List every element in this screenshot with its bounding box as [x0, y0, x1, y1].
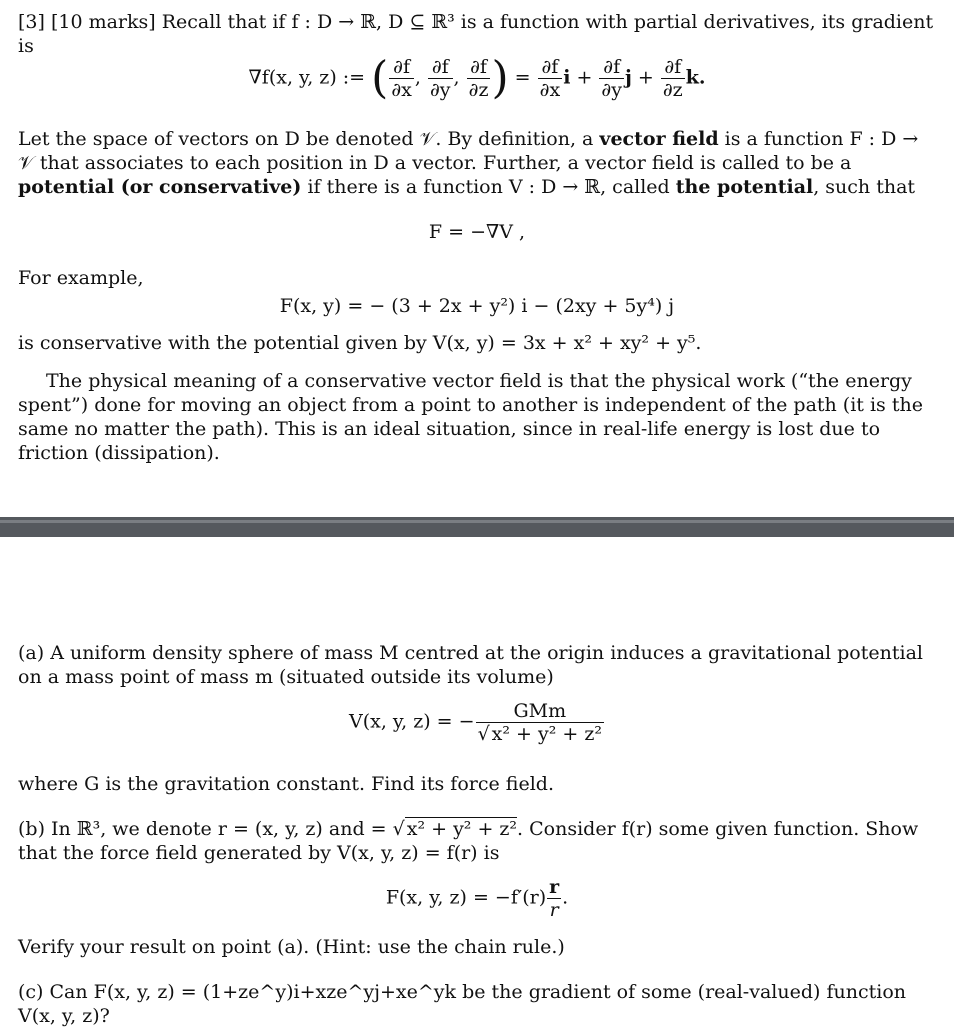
part-a-numerator: GMm — [476, 700, 604, 723]
potential-term: potential (or conservative) — [18, 176, 302, 198]
partial-z: $\frac{\partial f}{\partial z}$ — [468, 56, 489, 101]
part-a-equation: V(x, y, z) = − $\frac{\text{GMm}}{\text{√ x² + y² + z²}}$ — [349, 700, 602, 745]
problem-intro — [18, 10, 938, 58]
definition-paragraph: Let the space of vectors on D be denoted 𝒱. By definition, a vector field is a function F : D → 𝒱 that associates to each position in D a vector. Further, a vector field is called to be a potential (or conservative) if there is a function V : D → ℝ, called the potential, such that — [18, 128, 919, 198]
part-b-after: Verify your result on point (a). (Hint: use the chain rule.) — [18, 936, 565, 958]
gradient-tail: k. — [685, 66, 706, 89]
the-potential-term: the potential — [675, 176, 814, 198]
part-a-text: (a) A uniform density sphere of mass M centred at the origin induces a gravitational potential on a mass point of mass m (situated outside its volume) — [18, 642, 923, 688]
part-a-denominator: √ x² + y² + z² — [477, 723, 602, 745]
physical-meaning-paragraph: The physical meaning of a conservative vector field is that the physical work (“the energy spent”) done for moving an object from a point to another is independent of the path (it is the same no matter the path). This is an ideal situation, since in real-life energy is lost due to friction (dissipation). — [18, 370, 923, 464]
definition-equation: F = −∇V , — [428, 221, 526, 243]
part-a-after: where G is the gravitation constant. Find its force field. — [18, 773, 554, 795]
part-b-text: (b) In ℝ³, we denote r = (x, y, z) and = √ x² + y² + z². Consider f(r) some given function. Show that the force field generated by V(x, y, z) = f(r) is — [18, 818, 919, 864]
partial-y: $\frac{\partial f}{\partial y}$ — [429, 56, 451, 101]
vector-field-term: vector field — [599, 128, 719, 150]
gradient-equation: ∇f(x, y, z) := ( $\frac{\partial f}{\partial x}$ , $\frac{\partial f}{\partial y}$ , $\frac{\partial f}{\partial z}$ ) = $\frac{\partial f}{\partial x}$ i + $\frac{\partial f}{\partial y}$ j + $\frac{\partial f}{\partial z}$ k. — [248, 52, 706, 104]
partial-x: $\frac{\partial f}{\partial x}$ — [391, 56, 412, 101]
example-label: For example, — [18, 267, 144, 289]
gradient-lhs: ∇f(x, y, z) := — [248, 66, 366, 89]
part-b-equation: F(x, y, z) = −f′(r) $\frac{r}{r}$ . — [385, 876, 569, 921]
example-equation: F(x, y) = − (3 + 2x + y²) i − (2xy + 5y⁴) j — [279, 295, 675, 317]
example-conclusion: is conservative with the potential given by V(x, y) = 3x + x² + xy² + y⁵. — [18, 332, 702, 354]
part-c-text: (c) Can F(x, y, z) = (1+ze^y)i+xze^yj+xe^yk be the gradient of some (real-valued) function V(x, y, z)? — [18, 981, 906, 1027]
problem-header: [3] [10 marks] — [18, 11, 156, 33]
intro-text: Recall that if f : D → ℝ, D ⊆ ℝ³ is a function with partial derivatives, its gradient is — [18, 11, 934, 57]
